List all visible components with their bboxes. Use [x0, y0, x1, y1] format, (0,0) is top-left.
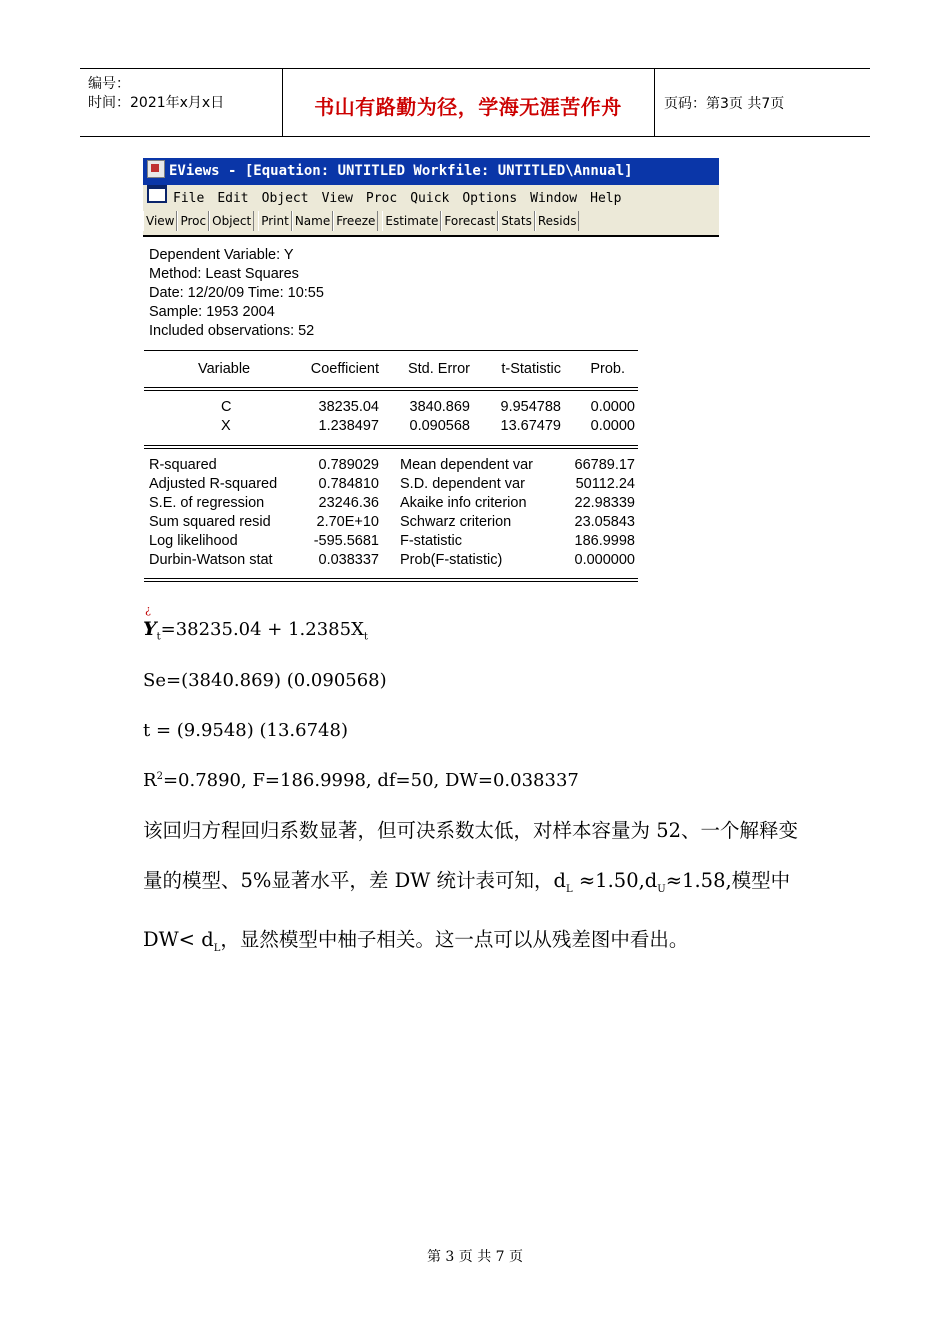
stat-label: F-statistic [400, 533, 463, 549]
stat-value: 0.000000 [574, 552, 635, 568]
info-method: Method: Least Squares [149, 266, 299, 282]
time-label: 时间：2021年x月x日 [88, 95, 225, 111]
analysis-paragraph [143, 806, 813, 974]
coef-row-c-std-error: 3840.869 [409, 399, 470, 415]
info-dependent-variable: Dependent Variable: Y [149, 247, 294, 263]
subscript-l: L [566, 883, 573, 895]
t-line: t = (9.9548) (13.6748) [143, 720, 348, 741]
coef-row-c-variable: C [221, 399, 232, 415]
info-sample: Sample: 1953 2004 [149, 304, 275, 320]
toolbar-estimate-button[interactable]: Estimate [382, 211, 441, 231]
table-rule [144, 581, 638, 582]
motto: 书山有路勤为径，学海无涯苦作舟 [314, 95, 622, 119]
window-title: EViews - [Equation: UNTITLED Workfile: UNTITLED\Annual] [169, 163, 633, 179]
stat-label: Adjusted R-squared [149, 476, 278, 492]
coef-row-x-coefficient: 1.238497 [318, 418, 379, 434]
document-window-icon[interactable] [147, 185, 167, 203]
coef-row-c-coefficient: 38235.04 [318, 399, 379, 415]
header-meta-cell [80, 69, 283, 136]
coef-row-x-t-statistic: 13.67479 [500, 418, 561, 434]
menu-options[interactable]: Options [462, 191, 518, 206]
stat-value: 2.70E+10 [316, 514, 379, 530]
menu-view[interactable]: View [321, 191, 353, 206]
stat-value: 186.9998 [574, 533, 635, 549]
r-letter: R [143, 770, 157, 791]
menu-proc[interactable]: Proc [365, 191, 398, 206]
subscript-t: t [156, 631, 161, 643]
toolbar-forecast-button[interactable]: Forecast [441, 211, 498, 231]
stat-label: S.D. dependent var [400, 476, 525, 492]
stat-label: Durbin-Watson stat [149, 552, 273, 568]
info-observations: Included observations: 52 [149, 323, 315, 339]
menu-window[interactable]: Window [530, 191, 578, 206]
col-header-t-statistic: t-Statistic [501, 361, 561, 377]
toolbar-stats-button[interactable]: Stats [498, 211, 535, 231]
number-label: 编号： [88, 76, 130, 92]
eviews-menu-bar [143, 185, 719, 207]
eviews-window [143, 158, 719, 586]
stat-label: Prob(F-statistic) [400, 552, 503, 568]
toolbar-proc-button[interactable]: Proc [177, 211, 209, 231]
hat-mark: ¿ [145, 603, 151, 616]
coef-row-c-prob: 0.0000 [590, 399, 635, 415]
toolbar-view-button[interactable]: View [143, 211, 177, 231]
para-text: ，显然模型中柚子相关。这一点可以从残差图中看出。 [220, 927, 689, 951]
stat-label: Schwarz criterion [400, 514, 512, 530]
stat-value: 50112.24 [575, 476, 635, 492]
subscript-t: t [363, 631, 368, 643]
para-text: 该回归方程回归系数显著，但可决系数太低，对样本容量为 52、一个解释变量的模型、5%显著水平，差 DW 统计表可知，d [143, 819, 799, 892]
table-rule [144, 350, 638, 351]
stat-value: 22.98339 [574, 495, 635, 511]
col-header-std-error: Std. Error [407, 361, 470, 377]
toolbar-name-button[interactable]: Name [292, 211, 333, 231]
coef-row-x-std-error: 0.090568 [409, 418, 470, 434]
stat-label: Log likelihood [149, 533, 238, 549]
fitted-equation [143, 603, 368, 643]
stat-value: 66789.17 [574, 457, 635, 473]
stat-value: 23246.36 [318, 495, 379, 511]
subscript-l: L [213, 942, 221, 954]
col-header-prob: Prob. [590, 361, 625, 377]
regression-output [143, 237, 719, 586]
stat-label: Mean dependent var [400, 457, 534, 473]
toolbar-resids-button[interactable]: Resids [535, 211, 580, 231]
para-text: ≈1.50,d [572, 869, 658, 892]
toolbar-object-button[interactable]: Object [209, 211, 254, 231]
col-header-variable: Variable [198, 361, 251, 377]
stat-value: -595.5681 [313, 533, 379, 549]
coef-row-x-variable: X [221, 418, 231, 434]
info-date: Date: 12/20/09 Time: 10:55 [149, 285, 324, 301]
stat-value: 0.784810 [318, 476, 379, 492]
table-rule [144, 578, 638, 579]
stat-value: 23.05843 [574, 514, 635, 530]
table-rule [144, 387, 638, 388]
r-squared-sup: 2 [156, 771, 163, 782]
menu-edit[interactable]: Edit [217, 191, 249, 206]
page-footer: 第 3 页 共 7 页 [426, 1249, 524, 1265]
menu-object[interactable]: Object [261, 191, 309, 206]
eviews-title-bar [143, 158, 719, 185]
eviews-app-icon [147, 160, 165, 178]
stat-label: Sum squared resid [149, 514, 271, 530]
table-rule [144, 445, 638, 446]
coef-row-c-t-statistic: 9.954788 [500, 399, 561, 415]
header-motto-cell [282, 69, 655, 136]
stat-label: R-squared [149, 457, 217, 473]
fit-stats-text: =0.7890, F=186.9998, df=50, DW=0.038337 [162, 770, 579, 791]
table-rule [144, 390, 638, 391]
stat-label: Akaike info criterion [400, 495, 527, 511]
toolbar-print-button[interactable]: Print [258, 211, 292, 231]
se-line: Se=(3840.869) (0.090568) [143, 670, 387, 691]
menu-help[interactable]: Help [590, 191, 622, 206]
subscript-u: U [657, 883, 666, 895]
stat-label: S.E. of regression [149, 495, 265, 511]
stat-value: 0.038337 [318, 552, 379, 568]
eviews-toolbar [143, 207, 719, 237]
stat-value: 0.789029 [318, 457, 379, 473]
y-letter: Y [143, 618, 157, 640]
equation-rhs: =38235.04 + 1.2385X [160, 619, 364, 640]
y-hat-symbol [143, 603, 157, 640]
table-rule [144, 448, 638, 449]
page-label: 页码：第3页 共7页 [664, 96, 785, 112]
menu-quick[interactable]: Quick [410, 191, 450, 206]
toolbar-freeze-button[interactable]: Freeze [333, 211, 378, 231]
coef-row-x-prob: 0.0000 [590, 418, 635, 434]
page-header [80, 68, 870, 137]
menu-file[interactable]: File [173, 191, 205, 206]
fit-stats-line [143, 770, 579, 791]
para-text: ≈1.58,模型中 DW< d [143, 869, 791, 951]
col-header-coefficient: Coefficient [310, 361, 379, 377]
